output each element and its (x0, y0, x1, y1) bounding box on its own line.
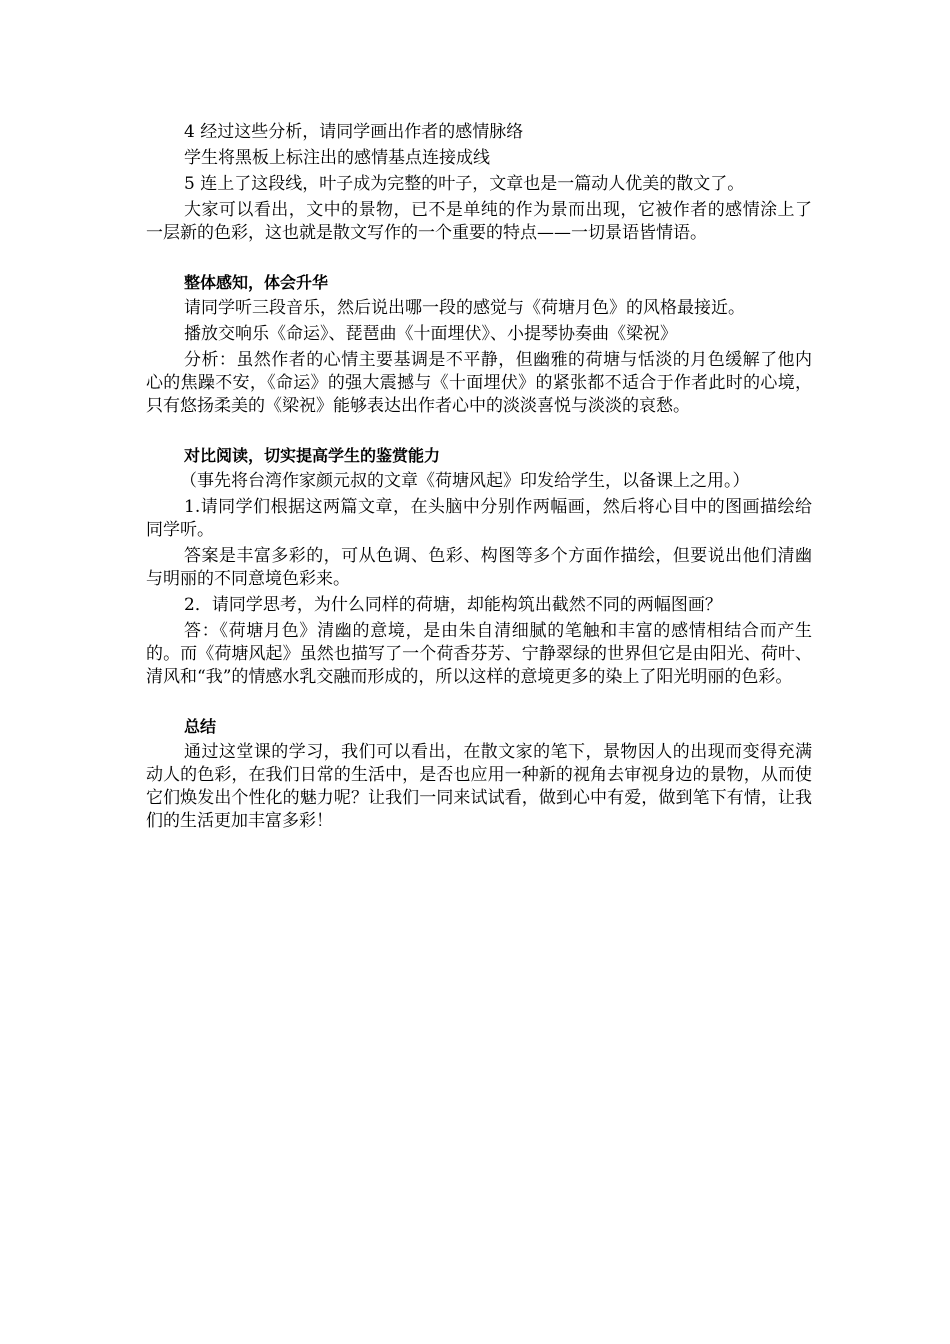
section-heading: 对比阅读，切实提高学生的鉴赏能力 (184, 446, 441, 465)
paragraph: 答：《荷塘月色》清幽的意境，是由朱自清细腻的笔触和丰富的感情相结合而产生的。而《荷塘风起》虽然也描写了一个荷香芬芳、宁静翠绿的世界但它是由阳光、荷叶、清风和“我”的情感水乳交融而形成的，所以这样的意境更多的染上了阳光明丽的色彩。 (146, 621, 812, 687)
section-gap (146, 421, 812, 444)
section-gap (146, 248, 812, 271)
section-summary (146, 715, 812, 833)
paragraph: 答案是丰富多彩的，可从色调、色彩、构图等多个方面作描绘，但要说出他们清幽与明丽的不同意境色彩来。 (146, 546, 812, 589)
paragraph: 分析：虽然作者的心情主要基调是不平静，但幽雅的荷塘与恬淡的月色缓解了他内心的焦躁不安，《命运》的强大震撼与《十面埋伏》的紧张都不适合于作者此时的心境，只有悠扬柔美的《梁祝》能够表达出作者心中的淡淡喜悦与淡淡的哀愁。 (146, 350, 812, 416)
section-heading: 总结 (184, 717, 217, 736)
paragraph: 播放交响乐《命运》、琵琶曲《十面埋伏》、小提琴协奏曲《梁祝》 (184, 324, 677, 344)
section-heading: 整体感知，体会升华 (184, 273, 329, 292)
section-emotion-analysis (146, 121, 812, 245)
paragraph: （事先将台湾作家颜元叔的文章《荷塘风起》印发给学生，以备课上之用。） (180, 471, 750, 491)
section-music-perception (146, 271, 812, 418)
paragraph: 5 连上了这段线，叶子成为完整的叶子，文章也是一篇动人优美的散文了。 (184, 174, 745, 194)
paragraph: 4 经过这些分析，请同学画出作者的感情脉络 (184, 122, 524, 142)
paragraph: 学生将黑板上标注出的感情基点连接成线 (184, 148, 490, 168)
paragraph: 请同学听三段音乐，然后说出哪一段的感觉与《荷塘月色》的风格最接近。 (184, 298, 745, 318)
paragraph: 通过这堂课的学习，我们可以看出，在散文家的笔下，景物因人的出现而变得充满动人的色彩，在我们日常的生活中，是否也应用一种新的视角去审视身边的景物，从而使它们焕发出个性化的魅力呢？让我们一同来试试看，做到心中有爱，做到笔下有情，让我们的生活更加丰富多彩！ (146, 742, 812, 831)
paragraph: 1.请同学们根据这两篇文章，在头脑中分别作两幅画，然后将心目中的图画描绘给同学听。 (146, 497, 812, 540)
section-comparative-reading (146, 444, 812, 689)
document-page (146, 121, 812, 836)
paragraph: 2．请同学思考，为什么同样的荷塘，却能构筑出截然不同的两幅图画？ (184, 595, 722, 615)
section-gap (146, 692, 812, 715)
paragraph: 大家可以看出，文中的景物，已不是单纯的作为景而出现，它被作者的感情涂上了一层新的色彩，这也就是散文写作的一个重要的特点——一切景语皆情语。 (146, 200, 812, 243)
